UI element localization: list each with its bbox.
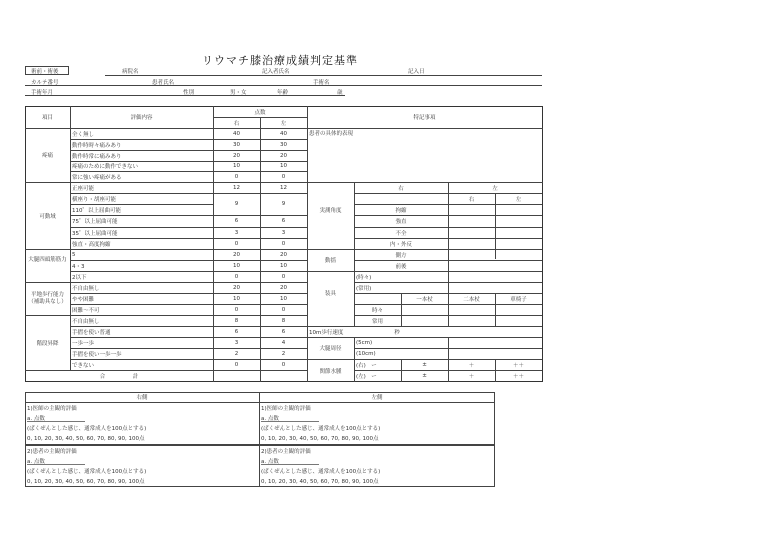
score-right: 0 xyxy=(234,273,239,280)
left-side-header: 左側 xyxy=(371,395,383,401)
score-right: 2 xyxy=(234,350,239,357)
score-left: 12 xyxy=(280,184,287,191)
score-left: 20 xyxy=(280,284,287,291)
score-right: 3 xyxy=(234,229,239,236)
score-label: a. 点数 xyxy=(27,416,45,422)
score-left: 20 xyxy=(280,251,287,258)
measured-angle-label: 実測角度 xyxy=(319,208,342,214)
score-label: a. 点数 xyxy=(261,459,279,465)
eval-row: 不自由無し xyxy=(72,285,100,292)
surgery-label: 手術名 xyxy=(313,80,330,86)
cane1-header: 一本杖 xyxy=(416,296,433,303)
score-note: (ぱくぜんとした感じ、通常成人を100点とする) xyxy=(27,469,147,475)
eval-row: 5 xyxy=(72,251,76,258)
angle-incomplete: 不全 xyxy=(395,230,407,237)
swelling-left: (左) ー xyxy=(356,374,377,380)
grid-line xyxy=(401,304,402,326)
category-walking-line2: （補助具なし） xyxy=(28,298,67,305)
sway-label: 動揺 xyxy=(324,258,336,264)
score-right: 10 xyxy=(233,163,240,169)
thigh-5cm: (5cm) xyxy=(356,339,373,346)
eval-row: 横座り・胡座可能 xyxy=(72,196,117,203)
angle-contracture: 拘縮 xyxy=(395,207,407,214)
eval-row: 正座可能 xyxy=(72,185,95,192)
col-right-header: 右 xyxy=(233,120,240,127)
score-right: 10 xyxy=(233,262,240,269)
col-score-header: 点数 xyxy=(254,109,266,116)
score-label: a. 点数 xyxy=(261,416,279,422)
patient-eval-title: 2)患者の主観的評価 xyxy=(261,449,311,455)
eval-row: 疼痛のために動作できない xyxy=(72,164,139,170)
score-left: 4 xyxy=(281,339,286,346)
thigh-label: 大腿周径 xyxy=(319,346,342,352)
eval-row: 75゜以上屈曲可能 xyxy=(72,219,118,225)
swell-grade[interactable]: ＋＋ xyxy=(512,362,524,369)
grid-line xyxy=(495,304,496,326)
patient-eval-title: 2)患者の主観的評価 xyxy=(27,449,77,455)
category-walking-line1: 平地歩行能力 xyxy=(30,291,64,298)
sex-value[interactable]: 男・女 xyxy=(230,90,247,96)
row2-underline xyxy=(25,85,542,86)
score-left: 40 xyxy=(280,130,287,137)
category-stairs: 階段昇降 xyxy=(36,340,59,347)
sway-ap: 前後 xyxy=(395,263,407,270)
eval-row: やや困難 xyxy=(72,296,95,303)
grid-line xyxy=(25,402,495,403)
chart-no-label: カルテ番号 xyxy=(31,80,59,86)
score-right: 6 xyxy=(234,328,239,335)
sway-lateral: 側方 xyxy=(395,252,407,259)
eval-row: 35゜以上屈曲可能 xyxy=(72,230,118,237)
eval-row: 手摺を使い一歩一歩 xyxy=(72,351,122,358)
score-left: 0 xyxy=(281,240,286,247)
eval-row: 動作時常に痛みあり xyxy=(72,153,122,160)
walk-speed-label: 10m歩行速度 xyxy=(309,329,344,336)
category-quadriceps: 大腿四頭筋筋力 xyxy=(28,256,67,263)
score-right: 20 xyxy=(233,284,240,291)
pre-post-label: 術前・術後 xyxy=(31,69,59,75)
score-field[interactable] xyxy=(261,464,319,465)
age-label: 年齢 xyxy=(277,90,289,96)
wheelchair-header: 車椅子 xyxy=(510,296,527,303)
score-right: 6 xyxy=(234,218,239,224)
score-scale[interactable]: 0, 10, 20, 30, 40, 50, 60, 70, 80, 90, 100点 xyxy=(261,479,379,485)
walk-speed-unit: 秒 xyxy=(394,329,400,336)
eval-row: 強直・高度拘縮 xyxy=(72,241,111,248)
score-left: 6 xyxy=(281,218,286,224)
score-right: 9 xyxy=(234,201,239,207)
form-title: リウマチ膝治療成績判定基準 xyxy=(202,54,358,67)
sub-left-header: 左 xyxy=(515,196,522,203)
score-right: 0 xyxy=(234,361,239,368)
score-left: 0 xyxy=(281,361,286,368)
angle-ankylosis: 強直 xyxy=(395,219,407,225)
sub-right-header: 右 xyxy=(468,196,475,203)
thigh-10cm: (10cm) xyxy=(356,350,376,357)
score-left: 8 xyxy=(281,317,286,324)
score-scale[interactable]: 0, 10, 20, 30, 40, 50, 60, 70, 80, 90, 100点 xyxy=(261,436,379,442)
eval-row: 動作時時々痛みあり xyxy=(72,142,122,149)
row1-underline xyxy=(105,75,542,76)
eval-row: 困難～不可 xyxy=(72,307,100,314)
notes-left-header: 左 xyxy=(492,185,498,192)
grid-line xyxy=(259,392,260,487)
total-label: 合 計 xyxy=(99,374,139,380)
score-right: 30 xyxy=(233,141,240,148)
swell-grade[interactable]: ＋ xyxy=(468,374,475,380)
patient-expression-field[interactable] xyxy=(307,138,542,182)
score-left: 10 xyxy=(280,295,287,302)
score-right: 20 xyxy=(233,251,240,258)
patient-label: 患者氏名 xyxy=(152,80,175,86)
angle-varus-valgus: 内・外反 xyxy=(389,241,412,248)
eval-row: 4・3 xyxy=(72,263,85,270)
swelling-right: (右) ー xyxy=(356,362,377,369)
aid-sometimes: 時々 xyxy=(371,307,383,314)
brace-always: (常用) xyxy=(356,285,372,292)
col-notes-header: 特記事項 xyxy=(413,115,436,121)
date-label: 記入日 xyxy=(408,69,425,75)
eval-row: できない xyxy=(72,362,95,369)
eval-row: 2以下 xyxy=(72,274,87,281)
score-left: 30 xyxy=(280,141,287,148)
aid-always: 常用 xyxy=(371,318,383,325)
col-eval-header: 評価内容 xyxy=(130,115,153,121)
score-left: 0 xyxy=(281,306,286,313)
score-left: 6 xyxy=(281,328,286,335)
grid-line xyxy=(213,117,307,118)
hospital-label: 病院名 xyxy=(122,69,139,75)
writer-label: 記入者氏名 xyxy=(262,69,290,75)
eval-row: 常に強い疼痛がある xyxy=(72,174,122,181)
swell-grade[interactable]: ± xyxy=(422,361,427,368)
col-left-header: 左 xyxy=(280,120,287,127)
score-left: 2 xyxy=(281,350,286,357)
score-left: 10 xyxy=(280,262,287,269)
score-left: 0 xyxy=(281,173,286,180)
score-left: 0 xyxy=(281,273,286,280)
score-label: a. 点数 xyxy=(27,459,45,465)
eval-row: 一歩一歩 xyxy=(72,340,95,347)
category-walking xyxy=(25,282,70,315)
cane2-header: 二本杖 xyxy=(463,296,480,303)
category-pain: 疼痛 xyxy=(41,153,53,159)
brace-label: 装具 xyxy=(324,291,336,297)
score-scale[interactable]: 0, 10, 20, 30, 40, 50, 60, 70, 80, 90, 100点 xyxy=(27,436,145,442)
score-left: 10 xyxy=(280,163,287,169)
score-right: 0 xyxy=(234,240,239,247)
score-right: 0 xyxy=(234,173,239,180)
score-right: 20 xyxy=(233,152,240,159)
score-right: 10 xyxy=(233,295,240,302)
patient-expression-label: 患者の具体的表現 xyxy=(309,131,354,137)
score-left: 9 xyxy=(281,201,286,207)
row3-underline xyxy=(25,95,345,96)
score-right: 8 xyxy=(234,317,239,324)
eval-row: 全く無し xyxy=(72,131,95,138)
score-note: (ぱくぜんとした感じ、通常成人を100点とする) xyxy=(261,469,381,475)
score-field[interactable] xyxy=(27,421,85,422)
col-item-header: 項目 xyxy=(41,115,53,121)
score-right: 40 xyxy=(233,130,240,137)
swelling-label: 関節水腫 xyxy=(319,368,342,375)
grid-line xyxy=(25,444,495,446)
swell-grade[interactable]: ± xyxy=(422,373,427,379)
age-unit: 歳 xyxy=(337,90,343,96)
notes-right-header: 右 xyxy=(398,185,404,192)
grid-line xyxy=(354,304,355,326)
eval-row: 110゜以上屈曲可能 xyxy=(72,207,121,214)
swell-grade[interactable]: ＋＋ xyxy=(512,374,524,380)
sex-label: 性別 xyxy=(183,90,195,96)
score-right: 12 xyxy=(233,184,240,191)
swell-grade[interactable]: ＋ xyxy=(468,362,475,369)
right-side-header: 右側 xyxy=(136,395,148,401)
score-field[interactable] xyxy=(261,421,319,422)
score-scale[interactable]: 0, 10, 20, 30, 40, 50, 60, 70, 80, 90, 100点 xyxy=(27,479,145,485)
score-right: 3 xyxy=(234,339,239,346)
score-left: 3 xyxy=(281,229,286,236)
eval-row: 手摺を使い普通 xyxy=(72,329,111,336)
total-right[interactable] xyxy=(213,370,260,382)
eval-row: 不自由無し xyxy=(72,318,100,325)
brace-sometimes: (時々) xyxy=(356,274,372,281)
score-right: 0 xyxy=(234,306,239,313)
score-note: (ぱくぜんとした感じ、通常成人を100点とする) xyxy=(27,426,147,432)
category-rom: 可動域 xyxy=(39,213,56,220)
score-note: (ぱくぜんとした感じ、通常成人を100点とする) xyxy=(261,426,381,432)
score-left: 20 xyxy=(280,152,287,159)
doctor-eval-title: 1)医師の主観的評価 xyxy=(261,406,311,412)
score-field[interactable] xyxy=(27,464,85,465)
doctor-eval-title: 1)医師の主観的評価 xyxy=(27,406,77,412)
surgery-date-label: 手術年月 xyxy=(31,90,54,96)
total-left[interactable] xyxy=(260,370,307,382)
